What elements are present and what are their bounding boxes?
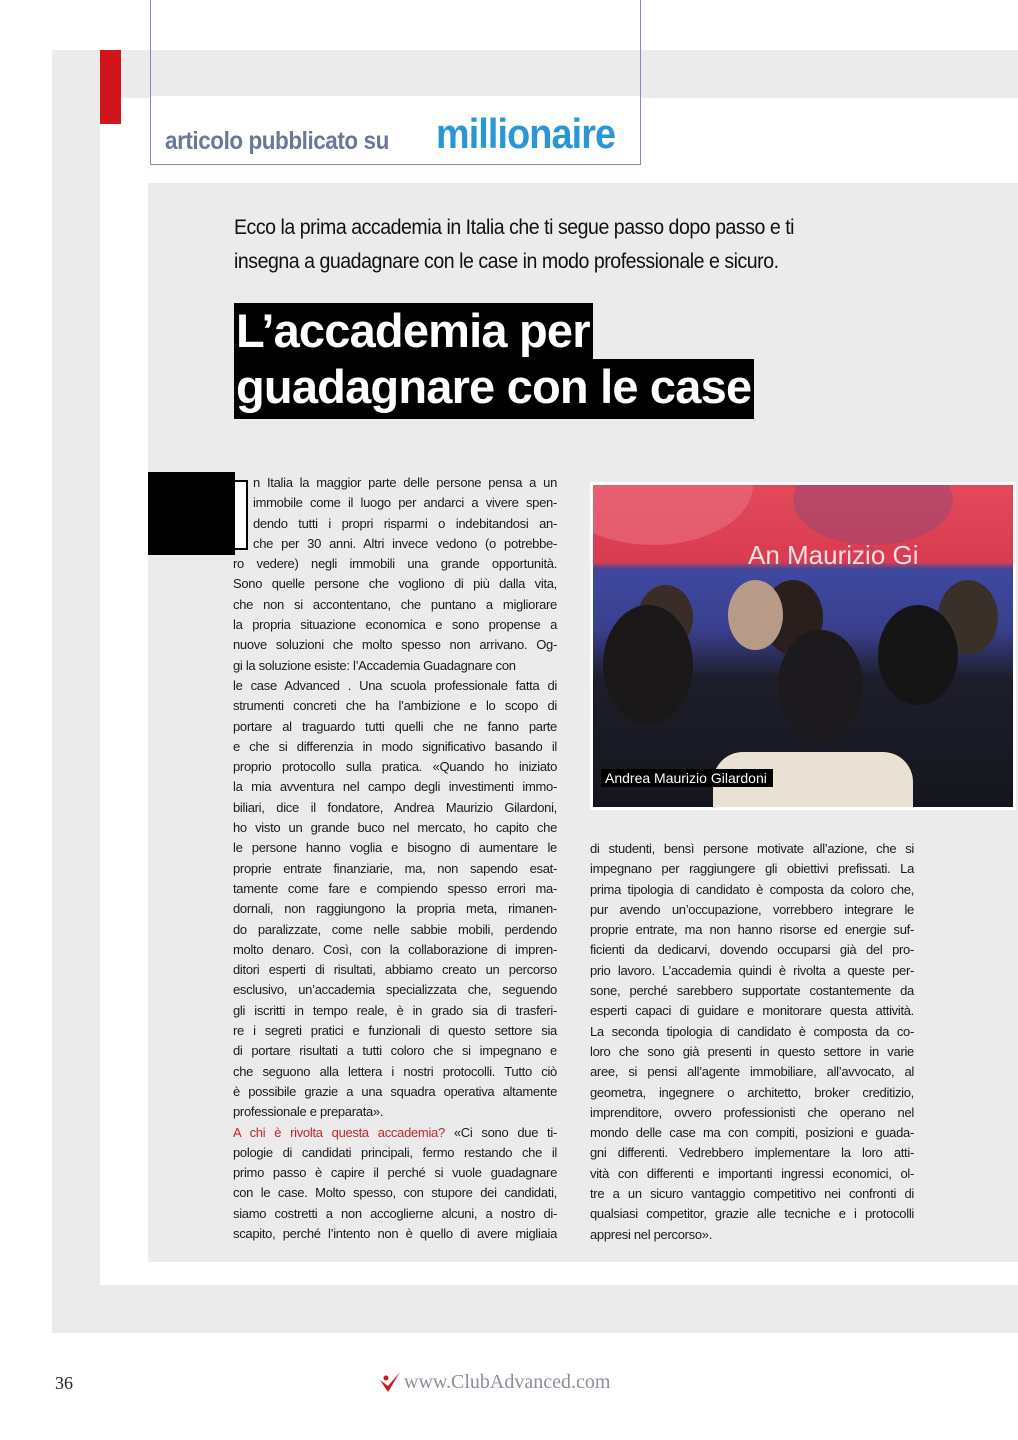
logo-prefix: articolo pubblicato su (165, 127, 389, 155)
text-line: professionale e preparata». (233, 1104, 384, 1120)
banner-text: An Maurizio Gi (748, 540, 919, 570)
text-line: esclusivo, un’accademia specializzata che, seguendo (233, 982, 557, 998)
text-line: pologie di candidati principali, fermo restando che il (233, 1144, 557, 1160)
text-line: imprenditore, ovvero professionisti che operano nel (590, 1104, 914, 1120)
publication-logo (150, 0, 641, 165)
text-line: la mia avventura nel campo degli investimenti immo- (233, 779, 557, 795)
lead-line: insegna a guadagnare con le case in modo professionale e sicuro. (234, 250, 779, 273)
checkmark-logo-icon (378, 1370, 402, 1394)
text-line: nuove soluzioni che molto spesso non arrivano. Og- (233, 637, 557, 653)
text-line: do paralizzate, come nelle sabbie mobili, perdendo (233, 921, 557, 937)
text-line: ficienti da dedicarvi, dovendo occuparsi già del pro- (590, 942, 914, 958)
text-line: le case Advanced . Una scuola professionale fatta di (233, 677, 557, 693)
text-line: ditori esperti di risultati, abbiamo creato un percorso (233, 962, 557, 978)
text-line: loro che sono già presenti in questo settore in varie (590, 1043, 914, 1059)
page-frame-left (52, 50, 100, 1333)
text-line: sone, perché sarebbero supportate costantemente da (590, 983, 914, 999)
left-column (233, 473, 557, 1244)
text-line: proprie entrate, ma non hanno risorse ed energie suf- (590, 922, 914, 938)
text-line: dornali, non raggiungono la propria meta, rimanen- (233, 901, 557, 917)
text-line: impegnano per raggiungere gli obiettivi prefissati. La (590, 861, 914, 877)
drop-cap-block (148, 472, 235, 555)
page-number: 36 (55, 1373, 73, 1393)
text-line: di portare risultati a tutti coloro che si impegnano e (233, 1043, 557, 1059)
subheading-line (233, 1123, 557, 1143)
text-line: portare al traguardo tutti quelli che ne fanno parte (233, 718, 557, 734)
text-line: tre a un sicuro vantaggio competitivo nei confronti di (590, 1186, 914, 1202)
text-line: n Italia la maggior parte delle persone pensa a un (253, 475, 557, 490)
text-line: primo passo è capire il perché si vuole guadagnare (233, 1165, 557, 1181)
text-line: re i segreti pratici e funzionali di questo settore sia (233, 1023, 557, 1039)
text-line: gni differenti. Vedrebbero implementare la loro atti- (590, 1145, 914, 1161)
article-title: guadagnare con le case (234, 359, 754, 419)
text-line: Sono quelle persone che vogliono di più dalla vita, (233, 576, 557, 592)
text-line: appresi nel percorso». (590, 1226, 713, 1242)
article-title: L’accademia per (234, 303, 593, 363)
text-line: strumenti concreti che ha l’ambizione e lo scopo di (233, 698, 557, 714)
article-photo (590, 482, 1016, 810)
text-line: mondo delle case ma con compiti, posizioni e guada- (590, 1125, 914, 1141)
text-line: proprie entrate finanziarie, ma, non sapendo esat- (233, 860, 557, 876)
text-line: proprio protocollo sulla pratica. «Quando ho iniziato (233, 759, 557, 775)
text-line: e che si differenzia in modo significativo basando il (233, 738, 557, 754)
text-line: siamo costretti a non accoglierne alcuni, a nostro di- (233, 1205, 557, 1221)
text-span: «Ci sono due ti- (453, 1124, 557, 1140)
text-line: geometra, ingegnere o architetto, broker creditizio, (590, 1084, 914, 1100)
text-line: ho visto un grande buco nel mercato, ho capito che (233, 820, 557, 836)
text-line: che seguono alla lettera i nostri protocolli. Tutto ciò (233, 1063, 557, 1079)
text-line: immobile come il luogo per andarci a vivere spen- (253, 495, 557, 511)
text-line: che non si accontentano, che puntano a migliorare (233, 596, 557, 612)
text-line: le persone hanno voglia e bisogno di aumentare le (233, 840, 557, 856)
text-line: ro vedere) negli immobili una grande opportunità. (233, 556, 557, 572)
text-line: pur avendo un’occupazione, vorrebbero integrare le (590, 901, 914, 917)
text-line: vità con differenti e importanti ingressi economici, ol- (590, 1165, 914, 1181)
logo-brand: millionaire (436, 110, 616, 157)
text-line: prio lavoro. L’accademia quindi è rivolta a queste per- (590, 962, 914, 978)
text-line: qualsiasi competitor, grazie alle tecniche e i protocolli (590, 1206, 914, 1222)
text-line: la propria situazione economica e sono propense a (233, 617, 557, 633)
lead-line: Ecco la prima accademia in Italia che ti segue passo dopo passo e ti (234, 216, 795, 239)
text-line: di studenti, bensì persone motivate all’azione, che si (590, 841, 914, 856)
text-line: molto denaro. Così, con la collaborazione di impren- (233, 941, 557, 957)
footer-site (378, 1370, 610, 1394)
text-line: è possibile grazie a una squadra operativa altamente (233, 1083, 557, 1099)
text-line: scapito, perché l’intento non è quello di avere migliaia (233, 1225, 557, 1241)
text-line: con le case. Molto spesso, con stupore dei candidati, (233, 1185, 557, 1201)
text-line: dendo tutti i propri risparmi o indebitandosi an- (253, 515, 557, 531)
text-line: gi la soluzione esiste: l’Accademia Guadagnare con (233, 657, 516, 673)
text-line: tamente come fare e compiendo spesso errori ma- (233, 880, 557, 896)
text-line: esperti capaci di guidare e monitorare questa attività. (590, 1003, 914, 1019)
right-column (590, 839, 914, 1245)
subheading: A chi è rivolta questa accademia? (233, 1124, 445, 1140)
red-accent-bar (100, 50, 121, 124)
text-line: aree, si pensi all’agente immobiliare, all’avvocato, al (590, 1064, 914, 1080)
text-line: gli iscritti in tempo reale, è in grado sia di trasferi- (233, 1002, 557, 1018)
photo-caption: Andrea Maurizio Gilardoni (601, 769, 773, 787)
page-frame-bottom (52, 1285, 1018, 1333)
text-line: La seconda tipologia di candidato è composta da co- (590, 1023, 914, 1039)
text-line: che per 30 anni. Altri invece vedono (o potrebbe- (253, 535, 557, 551)
text-line: prima tipologia di candidato è composta da coloro che, (590, 881, 914, 897)
text-line: biliari, dice il fondatore, Andrea Maurizio Gilardoni, (233, 799, 557, 815)
site-url: www.ClubAdvanced.com (404, 1370, 611, 1393)
